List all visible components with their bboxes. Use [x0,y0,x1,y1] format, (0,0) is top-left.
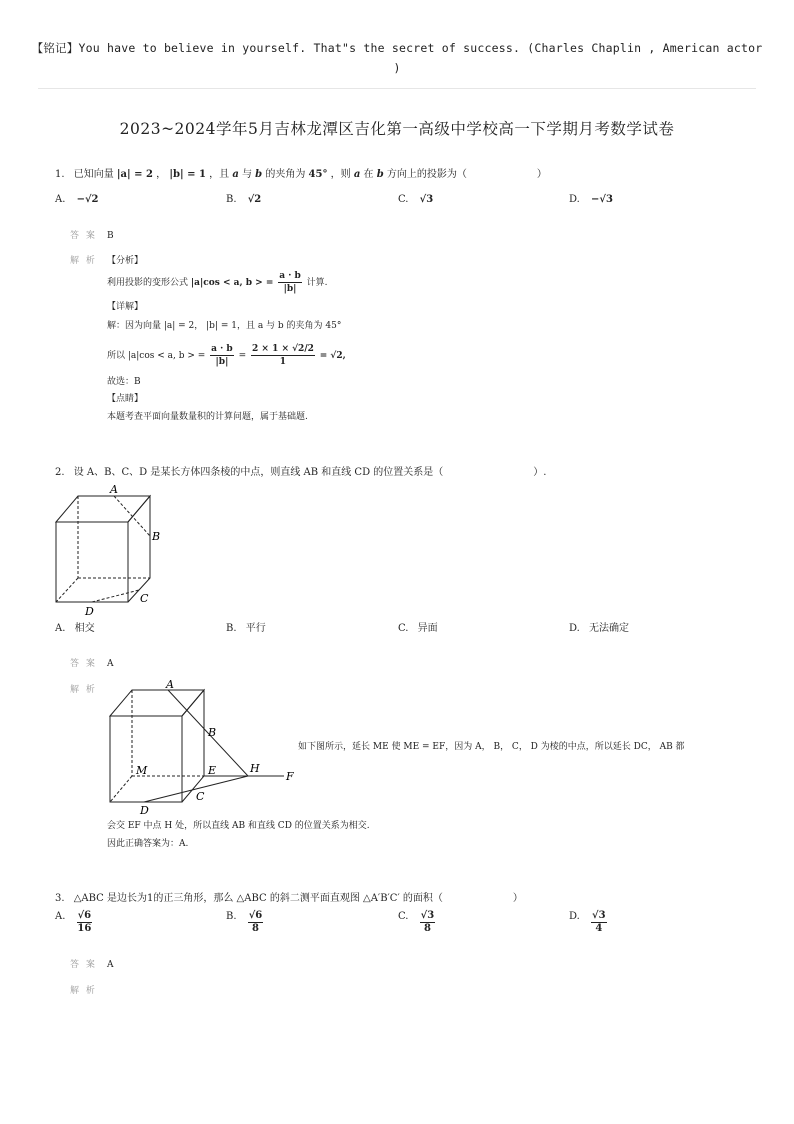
fig2-label-e: E [208,764,217,777]
q2-analysis-line3: 因此正确答案为：A. [107,839,189,849]
q2-analysis-line1: 如下图所示，延长 ME 使 ME = EF，因为 A， B， C， D 为棱的中点，所以延长 DC， AB 都 [298,742,685,752]
fig2-label-m: M [136,764,148,777]
fig2-label-b: B [208,726,217,739]
question-2: 2. 设 A、B、C、D 是某长方体四条棱的中点，则直线 AB 和直线 CD 的位置关系是（ ）. [55,467,547,478]
page-title: 2023~2024学年5月吉林龙潭区吉化第一高级中学校高一下学期月考数学试卷 [119,120,675,138]
q1-analysis-head: 【分析】 [107,256,144,266]
fig2-right-face [182,690,204,802]
q2-option-b[interactable]: B. 平行 [226,623,266,634]
label-d: D [85,605,94,618]
q3-option-c[interactable]: C. $\frac{√3}{8}$ [398,910,435,934]
q3-answer: A [107,960,114,970]
q1-comment: 本题考查平面向量数量积的计算问题，属于基础题. [107,412,308,422]
fig2-label-c: C [196,790,205,803]
q1-detail-head: 【详解】 [107,302,144,312]
q2-answer: A [107,659,114,669]
fig2-label-h: H [250,762,260,775]
fig2-top-face [110,690,204,716]
q1-analysis-line1: 利用投影的变形公式 |a|cos < a, b > = $\frac{a \cdot b}{|b|}$ 计算. [107,271,328,294]
q3-option-d[interactable]: D. $\frac{√3}{4}$ [569,910,606,934]
label-b: B [152,530,161,543]
fig2-label-f: F [286,770,294,783]
q1-answer-label: 答 案 [70,231,97,241]
divider [38,88,756,89]
q1-option-a[interactable]: A. −√2 [55,194,99,205]
q1-option-c[interactable]: C. √3 [398,194,434,205]
question-1: 1. 已知向量 |a| = 2 ， |b| = 1 ，且 a 与 b 的夹角为 45° ，则 a 在 b 方向上的投影为（ ） [55,169,547,180]
q1-answer: B [107,231,114,241]
q3-option-b[interactable]: B. $\frac{√6}{8}$ [226,910,263,934]
q1-choose: 故选：B [107,377,141,387]
q2-cuboid-figure [50,482,170,618]
q2-option-d[interactable]: D. 无法确定 [569,623,630,634]
q2-analysis-label: 解 析 [70,685,97,695]
cuboid-top-face [56,496,150,522]
q1-analysis-label: 解 析 [70,256,97,266]
q2-option-a[interactable]: A. 相交 [55,623,95,634]
fig2-label-a: A [166,678,174,691]
q1-detail-line1: 解：因为向量 |a| = 2， |b| = 1，且 a 与 b 的夹角为 45° [107,321,342,331]
line-cd [92,590,139,602]
q1-option-b[interactable]: B. √2 [226,194,262,205]
q2-answer-label: 答 案 [70,659,97,669]
q2-analysis-figure [104,676,300,816]
q3-option-a[interactable]: A. $\frac{√6}{16}$ [55,910,92,934]
label-c: C [140,592,149,605]
q3-answer-label: 答 案 [70,960,97,970]
q3-number: 3. [55,893,65,904]
motto: 【铭记】You have to believe in yourself. That"s the secret of success. (Charles Chaplin , American actor ) [31,41,763,75]
q2-number: 2. [55,467,65,478]
question-3: 3. △ABC 是边长为1的正三角形，那么 △ABC 的斜二测平面直观图 △A′B′C′ 的面积（ ） [55,893,523,904]
q2-analysis-line2: 会交 EF 中点 H 处，所以直线 AB 和直线 CD 的位置关系为相交. [107,821,370,831]
q1-abs-a: |a| = 2 [116,169,153,180]
q1-abs-b: |b| = 1 [169,169,206,180]
q2-option-c[interactable]: C. 异面 [398,623,438,634]
cuboid-hidden-edge-depth [56,578,78,602]
label-a: A [110,483,118,496]
cuboid-right-face [128,496,150,602]
q1-comment-head: 【点睛】 [107,394,144,404]
fig2-label-d: D [140,804,149,816]
q1-number: 1. [55,169,65,180]
q1-option-d[interactable]: D. −√3 [569,194,613,205]
fig2-hidden-depth [110,776,132,802]
q1-detail-line2: 所以 |a|cos < a, b > = $\frac{a \cdot b}{|b|}$ = $\frac{2 \times 1 \times √2/2}{1}$ = √2, [107,344,346,367]
q3-analysis-label: 解 析 [70,986,97,996]
